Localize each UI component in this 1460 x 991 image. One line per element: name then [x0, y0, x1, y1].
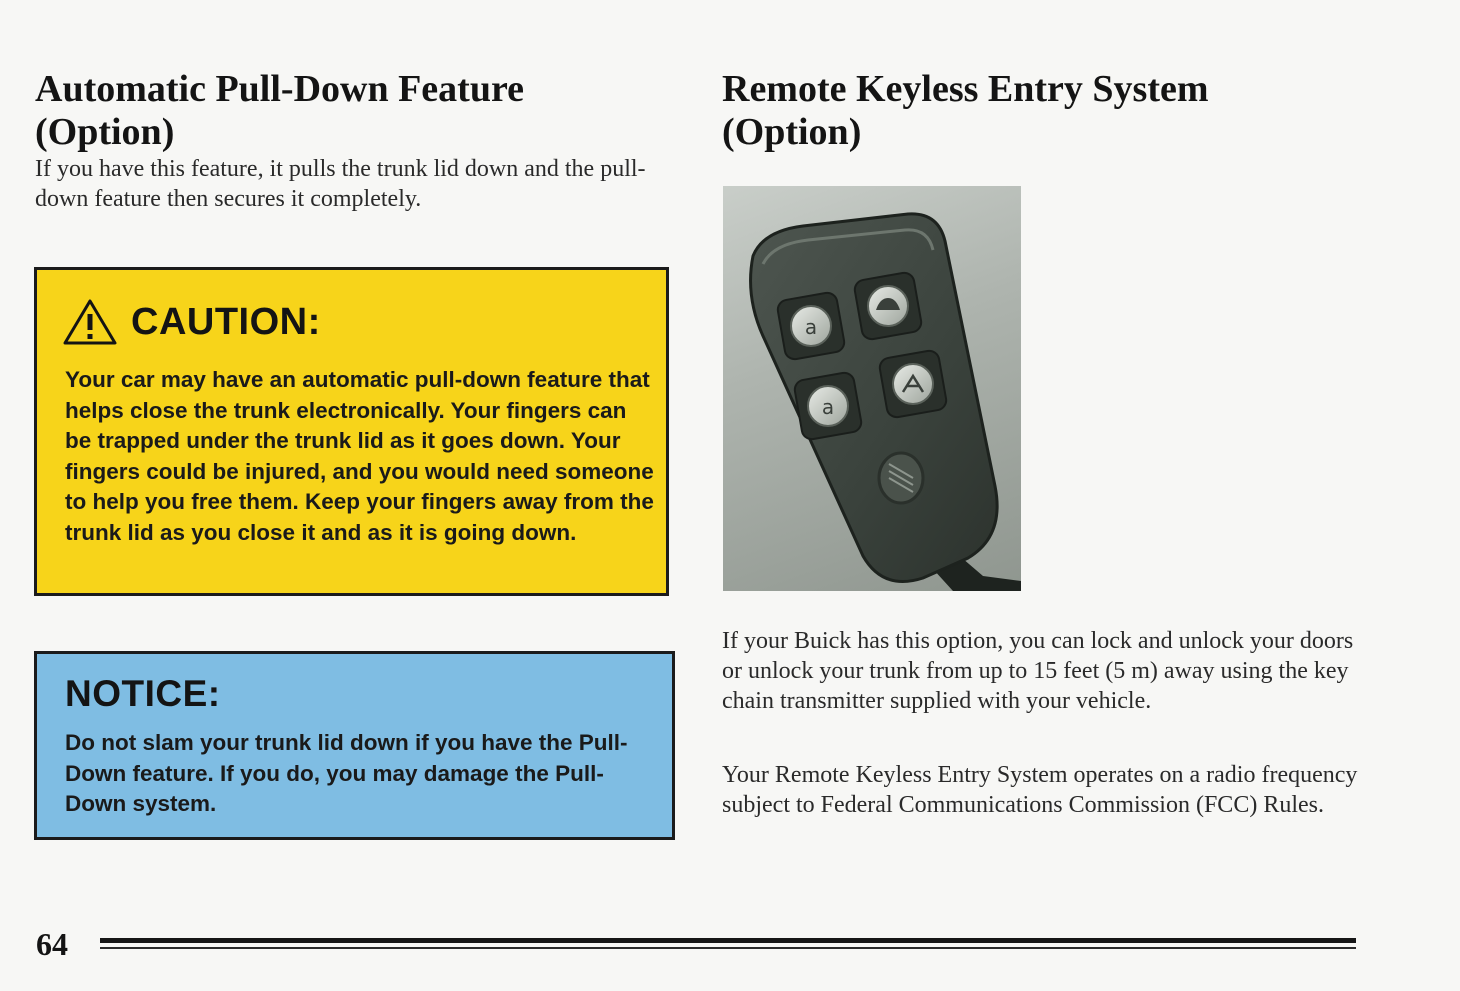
left-column: [35, 68, 675, 214]
page-number: 64: [36, 926, 68, 962]
caution-box: [34, 267, 669, 596]
pull-down-feature-heading: Automatic Pull-Down Feature (Option): [35, 68, 525, 153]
right-column: [722, 68, 1382, 154]
svg-text:a: a: [821, 395, 835, 419]
notice-text: Do not slam your trunk lid down if you have the Pull-Down feature. If you do, you may damage the Pull- Down system.: [65, 730, 628, 816]
footer-rule-thick: [100, 938, 1356, 943]
caution-header: [63, 298, 321, 346]
footer-rule: [100, 938, 1356, 950]
key-fob-transmitter-icon: [723, 186, 1021, 591]
keyless-entry-paragraph-1: If your Buick has this option, you can lock and unlock your doors or unlock your trunk from up to 15 feet (5 m) away using the key chain transmitter supplied with your vehicle.: [722, 628, 1354, 714]
caution-text: Your car may have an automatic pull-down feature that helps close the trunk electronically. Your fingers can be trapped under the trunk lid as it goes down. Your fingers could be injured, and you would need someone to help you free them. Keep your fingers away from the trunk lid as you close it and as it is going down.: [65, 367, 654, 545]
notice-title: NOTICE:: [65, 673, 221, 714]
key-fob-photo: [723, 186, 1021, 591]
footer-rule-thin: [100, 947, 1356, 949]
svg-text:a: a: [804, 315, 818, 339]
notice-box: [34, 651, 675, 840]
keyless-entry-heading: Remote Keyless Entry System (Option): [722, 68, 1209, 153]
caution-title: CAUTION:: [131, 301, 321, 343]
warning-triangle-icon: [63, 298, 117, 346]
pull-down-intro-paragraph: If you have this feature, it pulls the trunk lid down and the pull-down feature then secures it completely.: [35, 156, 646, 212]
keyless-entry-paragraph-2: Your Remote Keyless Entry System operates on a radio frequency subject to Federal Communications Commission (FCC) Rules.: [722, 762, 1358, 818]
